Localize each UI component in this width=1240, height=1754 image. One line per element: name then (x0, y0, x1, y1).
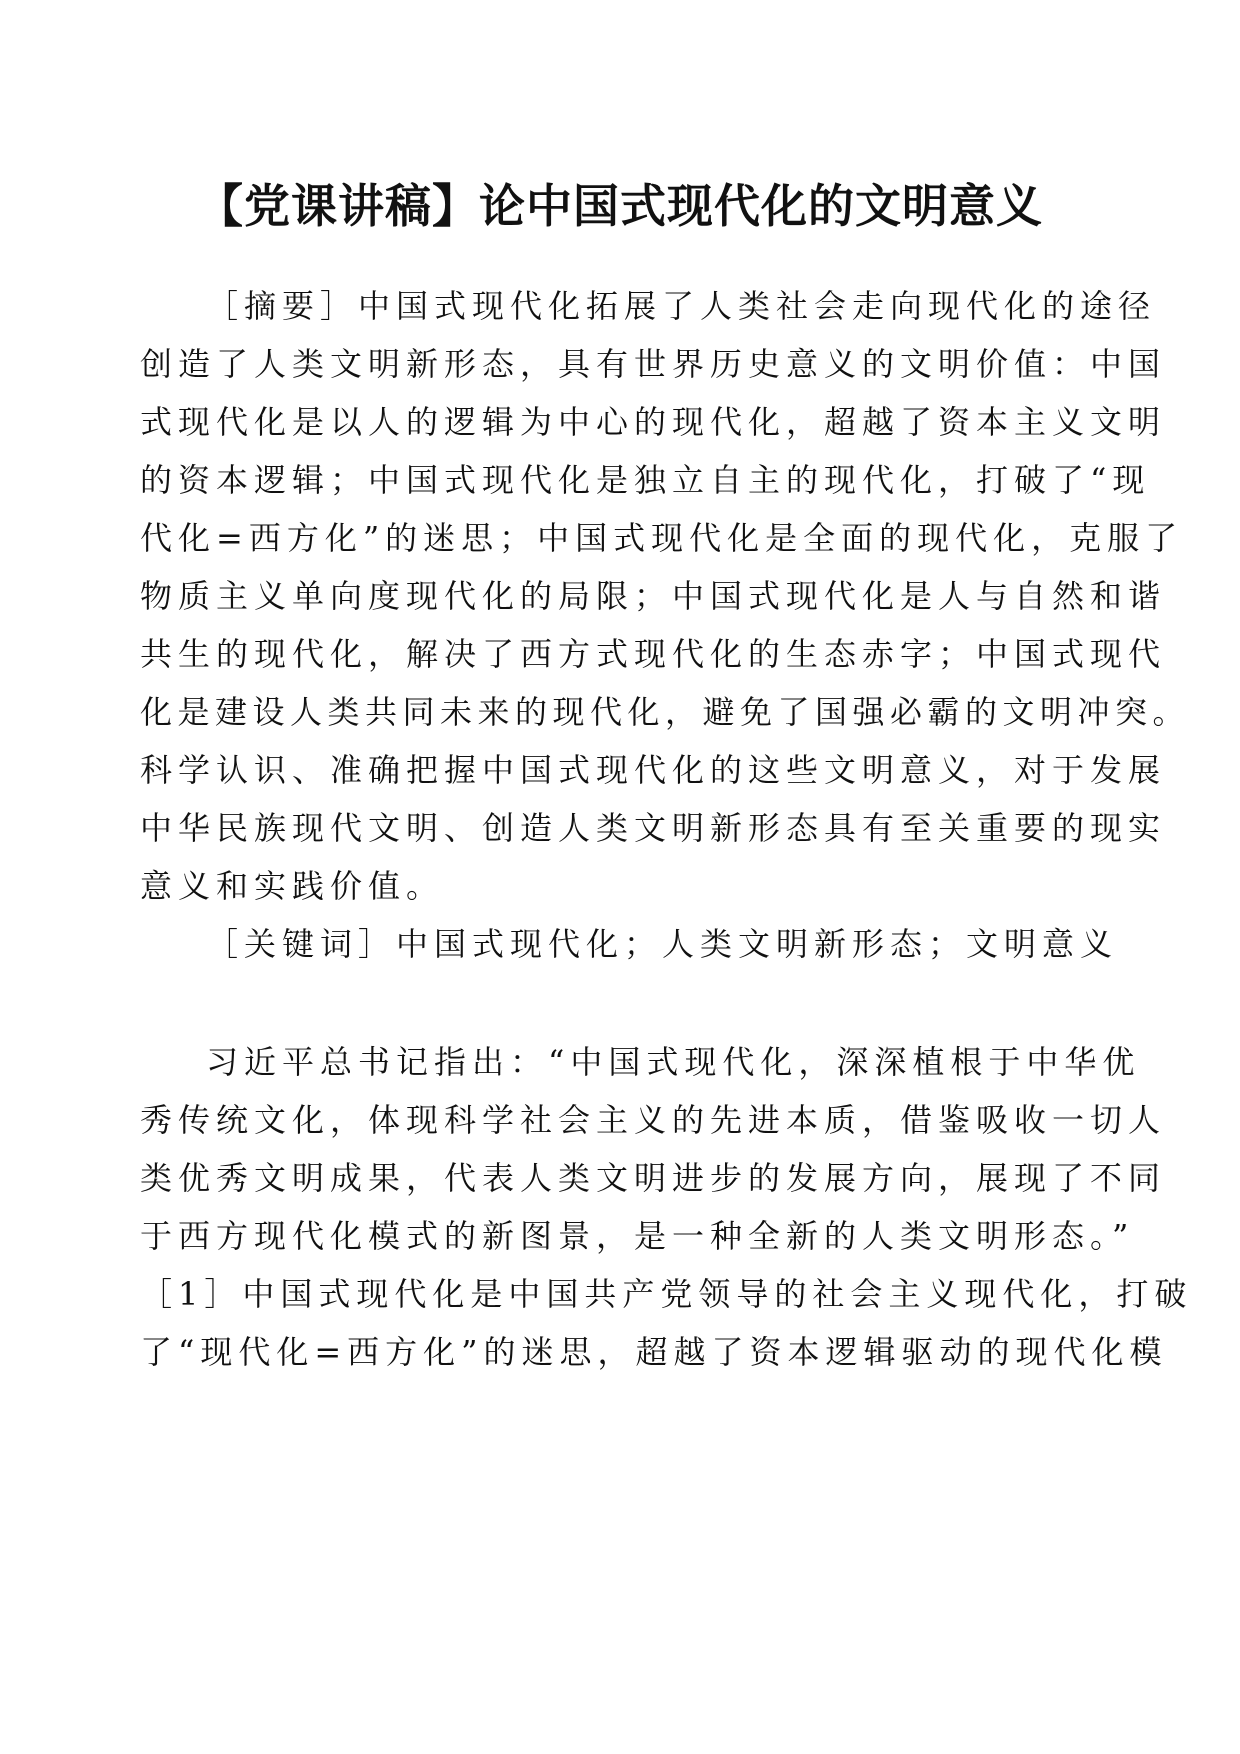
abstract-line: 意义和实践价值。 (140, 867, 445, 905)
keywords-line: ［关键词］中国式现代化；人类文明新形态；文明意义 (206, 925, 1119, 963)
abstract-line: 科学认识、准确把握中国式现代化的这些文明意义，对于发展 (140, 751, 1167, 789)
abstract-line: 化是建设人类共同未来的现代化，避免了国强必霸的文明冲突。 (140, 693, 1191, 731)
abstract-line: 代化=西方化”的迷思；中国式现代化是全面的现代化，克服了 (140, 519, 1184, 557)
abstract-line: 物质主义单向度现代化的局限；中国式现代化是人与自然和谐 (140, 577, 1167, 615)
abstract-line: 中华民族现代文明、创造人类文明新形态具有至关重要的现实 (140, 809, 1167, 847)
body-line: 了“现代化=西方化”的迷思，超越了资本逻辑驱动的现代化模 (140, 1333, 1168, 1371)
body-line: ［1］中国式现代化是中国共产党领导的社会主义现代化，打破 (140, 1275, 1193, 1313)
body-line: 于西方现代化模式的新图景，是一种全新的人类文明形态。” (140, 1217, 1135, 1255)
document-title: 【党课讲稿】论中国式现代化的文明意义 (197, 179, 1043, 233)
abstract-line: 共生的现代化，解决了西方式现代化的生态赤字；中国式现代 (140, 635, 1167, 673)
body-line: 类优秀文明成果，代表人类文明进步的发展方向，展现了不同 (140, 1159, 1167, 1197)
abstract-line: 的资本逻辑；中国式现代化是独立自主的现代化，打破了“现 (140, 461, 1151, 499)
abstract-line: 创造了人类文明新形态，具有世界历史意义的文明价值：中国 (140, 345, 1167, 383)
body-line: 秀传统文化，体现科学社会主义的先进本质，借鉴吸收一切人 (140, 1101, 1167, 1139)
abstract-line: ［摘要］中国式现代化拓展了人类社会走向现代化的途径 (206, 287, 1157, 325)
body-line: 习近平总书记指出：“中国式现代化，深深植根于中华优 (206, 1043, 1141, 1081)
abstract-line: 式现代化是以人的逻辑为中心的现代化，超越了资本主义文明 (140, 403, 1167, 441)
